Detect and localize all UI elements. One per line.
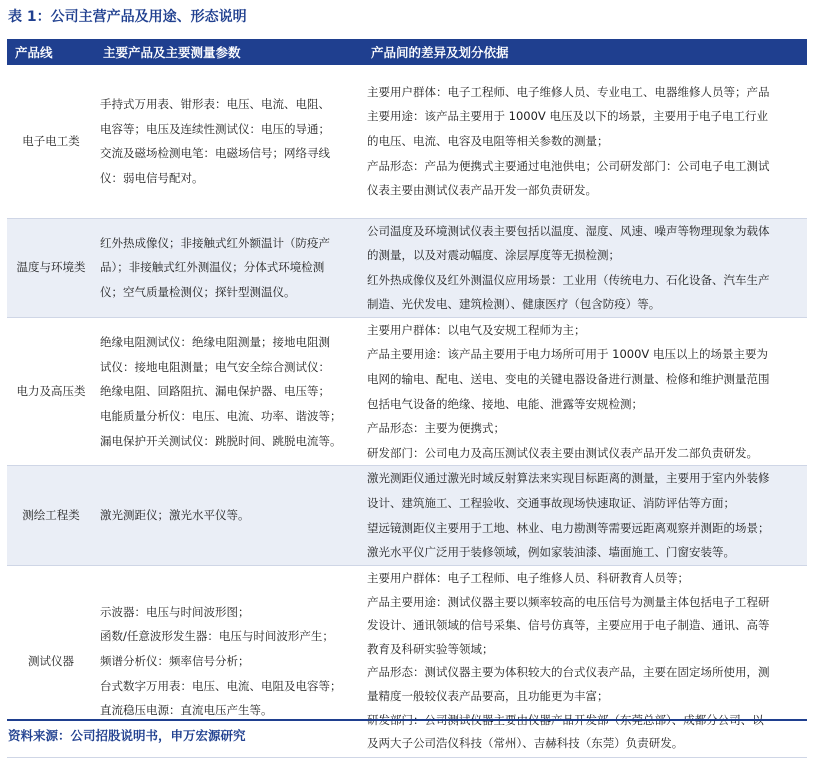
product-line-cell: 电力及高压类 (7, 317, 95, 466)
products-cell (95, 65, 363, 218)
products-line: 红外热成像仪；非接触式红外额温计（防疫产 (100, 235, 330, 250)
table-row (7, 65, 807, 218)
header-differences: 产品间的差异及划分依据 (363, 39, 807, 65)
products-line: 漏电保护开关测试仪：跳脱时间、跳脱电流等。 (100, 433, 342, 448)
product-line-cell: 温度与环境类 (7, 218, 95, 317)
details-line: 设计、建筑施工、工程验收、交通事故现场快速取证、消防评估等方面； (367, 496, 735, 511)
details-cell (363, 65, 807, 218)
table-row (7, 218, 807, 317)
details-line: 及两大子公司浩仪科技（常州）、吉赫科技（东莞）负责研发。 (367, 736, 684, 751)
details-line: 包括电气设备的绝缘、接地、电能、泄露等安规检测； (367, 396, 643, 411)
details-line: 公司温度及环境测试仪表主要包括以温度、湿度、风速、噪声等物理现象为载体 (367, 223, 770, 238)
details-line: 制造、光伏发电、建筑检测）、健康医疗（包含防疫）等。 (367, 297, 661, 312)
details-cell (363, 317, 807, 466)
products-line: 频谱分析仪：频率信号分析； (100, 654, 250, 669)
header-product-line: 产品线 (7, 39, 95, 65)
details-line: 的电压、电流、电容及电阻等相关参数的测量； (367, 133, 609, 148)
details-line: 研发部门：公司测试仪器主要由仪器产品开发部（东莞总部）、成都分公司、以 (367, 712, 764, 727)
products-line: 仪；空气质量检测仪；探针型测温仪。 (100, 284, 296, 299)
details-line: 主要用途：该产品主要用于 1000V 电压及以下的场景，主要用于电子电工行业 (367, 109, 768, 124)
products-line: 手持式万用表、钳形表：电压、电流、电阻、 (100, 97, 330, 112)
products-line: 电能质量分析仪：电压、电流、功率、谐波等； (100, 408, 342, 423)
products-line: 绝缘电阻测试仪：绝缘电阻测量；接地电阻测 (100, 335, 330, 350)
product-line-cell: 测试仪器 (7, 565, 95, 757)
products-line: 直流稳压电源：直流电压产生等。 (100, 703, 273, 718)
details-line: 主要用户群体：电子工程师、电子维修人员、科研教育人员等； (367, 570, 689, 585)
footer-divider (7, 719, 807, 721)
details-cell (363, 218, 807, 317)
table-title: 表 1：公司主营产品及用途、形态说明 (8, 9, 247, 25)
products-line: 电容等；电压及连续性测试仪：电压的导通； (100, 121, 330, 136)
products-line: 品）；非接触式红外测温仪；分体式环境检测 (100, 260, 325, 275)
products-cell (95, 218, 363, 317)
product-line-cell: 电子电工类 (7, 65, 95, 218)
products-line: 试仪：接地电阻测量；电气安全综合测试仪： (100, 359, 330, 374)
header-row (7, 39, 807, 65)
products-line: 函数/任意波形发生器：电压与时间波形产生； (100, 629, 334, 644)
products-line: 台式数字万用表：电压、电流、电阻及电容等； (100, 678, 342, 693)
products-line: 仪：弱电信号配对。 (100, 170, 204, 185)
details-line: 发设计、通讯领域的信号采集、信号仿真等，主要应用于电子制造、通讯、高等 (367, 618, 770, 633)
products-cell (95, 317, 363, 466)
details-line: 产品主要用途：测试仪器主要以频率较高的电压信号为测量主体包括电子工程研 (367, 594, 770, 609)
details-line: 产品主要用途：该产品主要用于电力场所可用于 1000V 电压以上的场景主要为 (367, 347, 768, 362)
products-cell (95, 466, 363, 565)
products-line: 绝缘电阻、回路阻抗、漏电保护器、电压等； (100, 384, 330, 399)
products-line: 交流及磁场检测电笔：电磁场信号；网络寻线 (100, 146, 330, 161)
products-line: 激光测距仪；激光水平仪等。 (100, 508, 250, 523)
details-line: 研发部门：公司电力及高压测试仪表主要由测试仪表产品开发二部负责研发。 (367, 445, 758, 460)
details-line: 产品形态：主要为便携式； (367, 421, 505, 436)
details-line: 激光测距仪通过激光时域反射算法来实现目标距离的测量，主要用于室内外装修 (367, 471, 770, 486)
details-line: 主要用户群体：电子工程师、电子维修人员、专业电工、电器维修人员等；产品 (367, 84, 770, 99)
products-line: 示波器：电压与时间波形图； (100, 604, 250, 619)
details-cell (363, 565, 807, 757)
details-line: 激光水平仪广泛用于装修领域，例如家装油漆、墙面施工、门窗安装等。 (367, 545, 735, 560)
table-row (7, 466, 807, 565)
details-line: 电网的输电、配电、送电、变电的关键电器设备进行测量、检修和维护测量范围 (367, 372, 770, 387)
header-products: 主要产品及主要测量参数 (95, 39, 363, 65)
table-row (7, 317, 807, 466)
source-note: 资料来源：公司招股说明书，申万宏源研究 (8, 728, 246, 743)
details-line: 量精度一般较仪表产品要高，且功能更为丰富； (367, 688, 609, 703)
details-line: 的测量，以及对震动幅度、涂层厚度等无损检测； (367, 248, 620, 263)
details-line: 主要用户群体：以电气及安规工程师为主； (367, 322, 586, 337)
details-cell (363, 466, 807, 565)
details-line: 教育及科研实验等领域； (367, 641, 494, 656)
details-line: 仪表主要由测试仪表产品开发一部负责研发。 (367, 183, 597, 198)
product-table (7, 39, 807, 758)
details-line: 产品形态：测试仪器主要为体积较大的台式仪表产品，主要在固定场所使用，测 (367, 665, 770, 680)
details-line: 望远镜测距仪主要用于工地、林业、电力勘测等需要远距离观察并测距的场景； (367, 520, 770, 535)
details-line: 红外热成像仪及红外测温仪应用场景：工业用（传统电力、石化设备、汽车生产 (367, 272, 770, 287)
details-line: 产品形态：产品为便携式主要通过电池供电；公司研发部门：公司电子电工测试 (367, 158, 770, 173)
product-line-cell: 测绘工程类 (7, 466, 95, 565)
